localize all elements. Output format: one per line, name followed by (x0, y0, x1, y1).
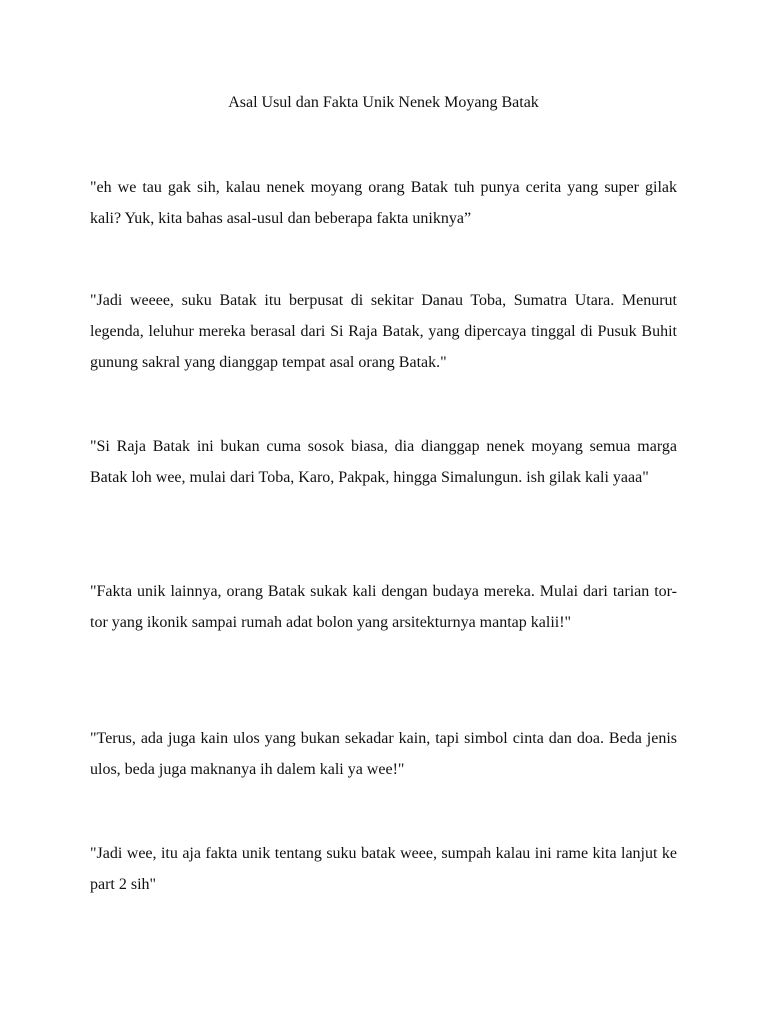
paragraph-intro: "eh we tau gak sih, kalau nenek moyang orang Batak tuh punya cerita yang super gilak kali? Yuk, kita bahas asal-usul dan beberapa fakta uniknya” (90, 179, 677, 227)
paragraph-culture: "Fakta unik lainnya, orang Batak sukak kali dengan budaya mereka. Mulai dari tarian tor-tor yang ikonik sampai rumah adat bolon yang arsitekturnya mantap kalii!" (90, 583, 677, 631)
paragraph-origin: "Jadi weeee, suku Batak itu berpusat di sekitar Danau Toba, Sumatra Utara. Menurut legenda, leluhur mereka berasal dari Si Raja Batak, yang dipercaya tinggal di Pusuk Buhit gunung sakral yang dianggap tempat asal orang Batak." (90, 292, 677, 371)
paragraph-ulos: "Terus, ada juga kain ulos yang bukan sekadar kain, tapi simbol cinta dan doa. Beda jenis ulos, beda juga maknanya ih dalem kali ya wee!" (90, 730, 677, 778)
paragraph-si-raja-batak: "Si Raja Batak ini bukan cuma sosok biasa, dia dianggap nenek moyang semua marga Batak loh wee, mulai dari Toba, Karo, Pakpak, hingga Simalungun. ish gilak kali yaaa" (90, 438, 677, 486)
paragraph-closing: "Jadi wee, itu aja fakta unik tentang suku batak weee, sumpah kalau ini rame kita lanjut ke part 2 sih" (90, 845, 677, 893)
document-title: Asal Usul dan Fakta Unik Nenek Moyang Batak (228, 94, 539, 111)
